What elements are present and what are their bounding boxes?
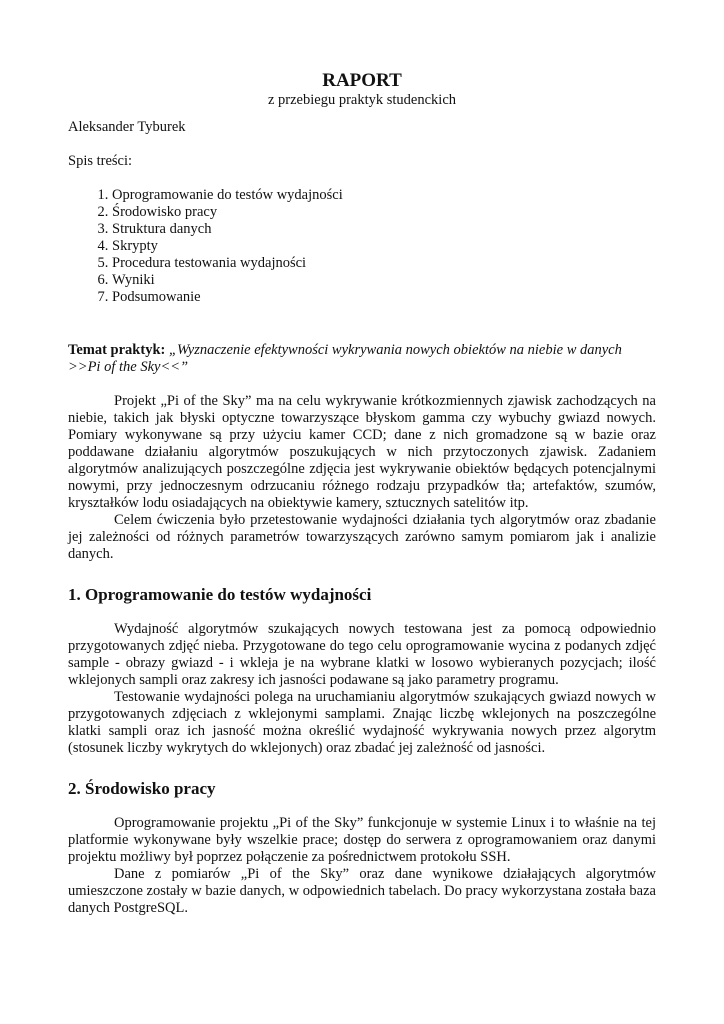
- intro-paragraph: Celem ćwiczenia było przetestowanie wydajności działania tych algorytmów oraz zbadanie jej zależności od różnych parametrów towarzyszących zarówno samym pomiarom jak i analizie danych.: [68, 512, 656, 562]
- toc-item: 3. Struktura danych: [112, 221, 656, 238]
- section-paragraph: Dane z pomiarów „Pi of the Sky” oraz dane wynikowe działających algorytmów umieszczone zostały w bazie danych, w odpowiednich tabelach. Do pracy wykorzystana została baza danych PostgreSQL.: [68, 866, 656, 916]
- table-of-contents: [68, 187, 656, 306]
- topic-text: „Wyznaczenie efektywności wykrywania nowych obiektów na niebie w danych >>Pi of the Sky<<”: [68, 342, 622, 375]
- toc-item: 6. Wyniki: [112, 272, 656, 289]
- toc-item: 4. Skrypty: [112, 238, 656, 255]
- report-title: RAPORT: [322, 70, 402, 91]
- toc-item: 5. Procedura testowania wydajności: [112, 255, 656, 272]
- report-subtitle: z przebiegu praktyk studenckich: [267, 92, 457, 108]
- section-paragraph: Wydajność algorytmów szukających nowych testowana jest za pomocą odpowiednio przygotowanych zdjęć nieba. Przygotowane do tego celu oprogramowanie wycina z podanych zdjęć sample - obrazy gwiazd - i wkleja je na wybrane klatki w losowo wybieranych pozycjach; ilość wklejonych sampli oraz zakresy ich jasności podawane są jako parametry programu.: [68, 621, 656, 688]
- section-paragraph: Testowanie wydajności polega na uruchamianiu algorytmów szukających gwiazd nowych w przygotowanych zdjęciach z wklejonymi samplami. Znając liczbę wklejonych na poszczególne klatki sampli oraz ich jasność można określić wydajność wykrywania nowych przez algorytm (stosunek liczby wykrytych do wklejonych) oraz zbadać jej zależność od jasności.: [68, 689, 656, 756]
- section-paragraph: Oprogramowanie projektu „Pi of the Sky” funkcjonuje w systemie Linux i to właśnie na tej platformie wykonywane były wszelkie prace; dostęp do serwera z oprogramowaniem oraz danymi projektu możliwy był poprzez połączenie za pośrednictwem protokołu SSH.: [68, 815, 656, 865]
- section-heading: 2. Środowisko pracy: [68, 779, 216, 798]
- intro-paragraph: Projekt „Pi of the Sky” ma na celu wykrywanie krótkozmiennych zjawisk zachodzących na niebie, takich jak błyski optyczne towarzyszące błyskom gamma czy wybuchy gwiazd nowych. Pomiary wykonywane są przy użyciu kamer CCD; dane z nich gromadzone są w bazie oraz poddawane działaniu algorytmów poszukujących w nich przytoczonych zjawisk. Zadaniem algorytmów analizujących poszczególne zdjęcia jest wykrywanie obiektów będących potencjalnymi nowymi, przy jednoczesnym odrzucaniu różnego rodzaju przypadków tła; artefaktów, szumów, kryształków lodu osiadających na obiektywie kamery, sztucznych satelitów itp.: [68, 393, 656, 511]
- topic-label: Temat praktyk:: [68, 342, 166, 358]
- toc-item: 2. Środowisko pracy: [112, 204, 656, 221]
- topic-line: [68, 342, 656, 376]
- toc-item: 7. Podsumowanie: [112, 289, 656, 306]
- toc-heading: Spis treści:: [68, 153, 133, 169]
- section-heading: 1. Oprogramowanie do testów wydajności: [68, 585, 372, 604]
- toc-item: 1. Oprogramowanie do testów wydajności: [112, 187, 656, 204]
- author-name: Aleksander Tyburek: [68, 119, 186, 135]
